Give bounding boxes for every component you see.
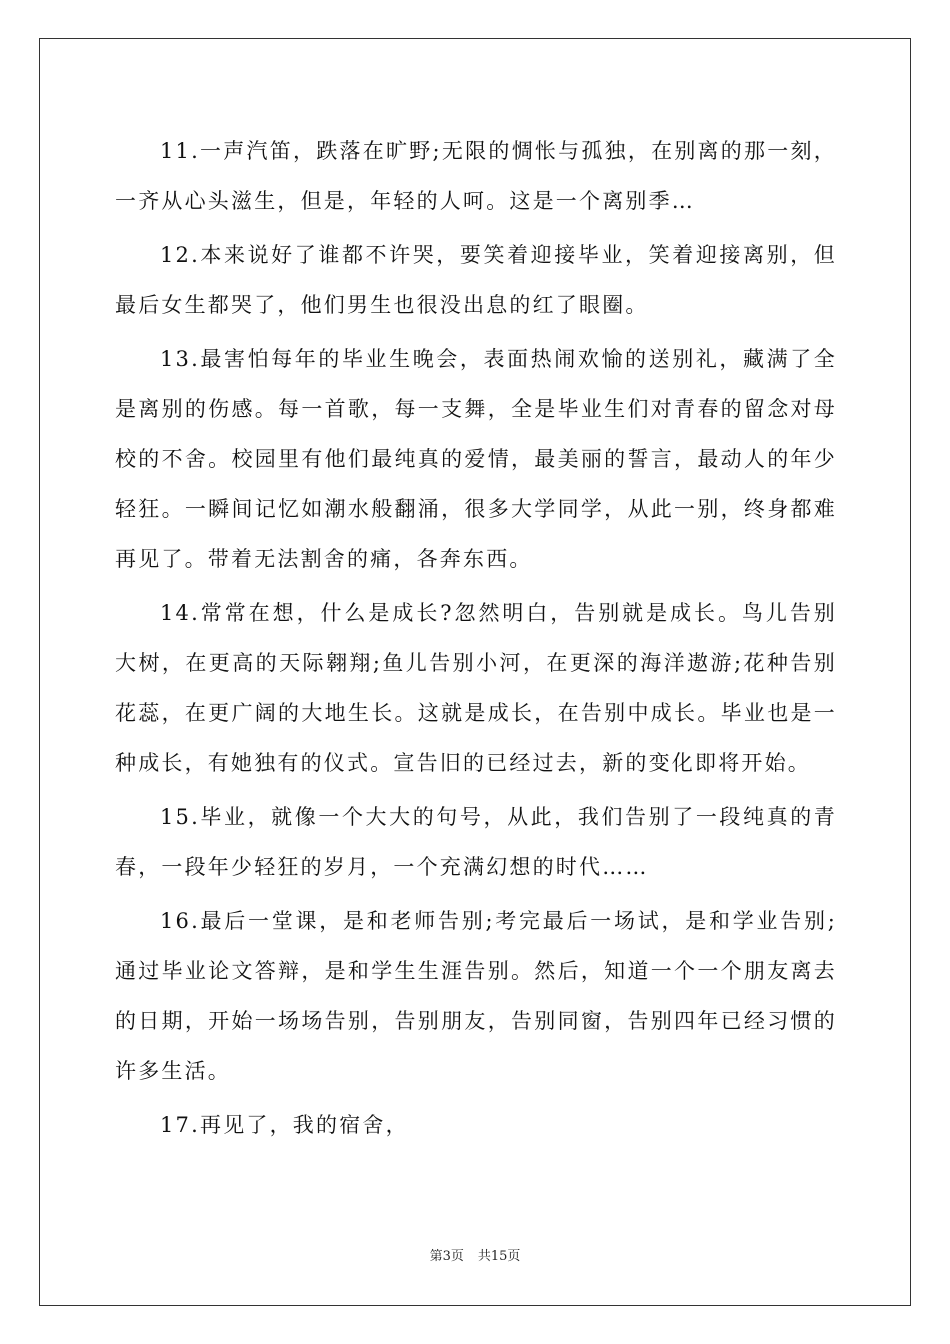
paragraph-17: 17.再见了，我的宿舍， [160, 1113, 409, 1137]
total-pages: 共15页 [477, 1249, 521, 1264]
paragraph-14: 14.常常在想，什么是成长?忽然明白，告别就是成长。鸟儿告别大树，在更高的天际翱翔;鱼儿告别小河，在更深的海洋遨游;花种告别花蕊，在更广阔的大地生长。这就是成长，在告别中成长。毕业也是一种成长，有她独有的仪式。宣告旧的已经过去，新的变化即将开始。 [115, 601, 837, 775]
page-footer [0, 1248, 950, 1266]
paragraph-12: 12.本来说好了谁都不许哭，要笑着迎接毕业，笑着迎接离别，但最后女生都哭了，他们男生也很没出息的红了眼圈。 [115, 243, 837, 317]
paragraph-13: 13.最害怕每年的毕业生晚会，表面热闹欢愉的送别礼，藏满了全是离别的伤感。每一首歌，每一支舞，全是毕业生们对青春的留念对母校的不舍。校园里有他们最纯真的爱情，最美丽的誓言，最动人的年少轻狂。一瞬间记忆如潮水般翻涌，很多大学同学，从此一别，终身都难再见了。带着无法割舍的痛，各奔东西。 [115, 347, 837, 571]
document-body [115, 126, 837, 1150]
paragraph-16: 16.最后一堂课，是和老师告别;考完最后一场试，是和学业告别;通过毕业论文答辩，是和学生生涯告别。然后，知道一个一个朋友离去的日期，开始一场场告别，告别朋友，告别同窗，告别四年已经习惯的许多生活。 [115, 909, 837, 1083]
paragraph-15: 15.毕业，就像一个大大的句号，从此，我们告别了一段纯真的青春，一段年少轻狂的岁月，一个充满幻想的时代…… [115, 805, 837, 879]
paragraph-11: 11.一声汽笛，跌落在旷野;无限的惆怅与孤独，在别离的那一刻，一齐从心头滋生，但是，年轻的人呵。这是一个离别季… [115, 139, 837, 213]
page-number: 第3页 [429, 1249, 464, 1264]
